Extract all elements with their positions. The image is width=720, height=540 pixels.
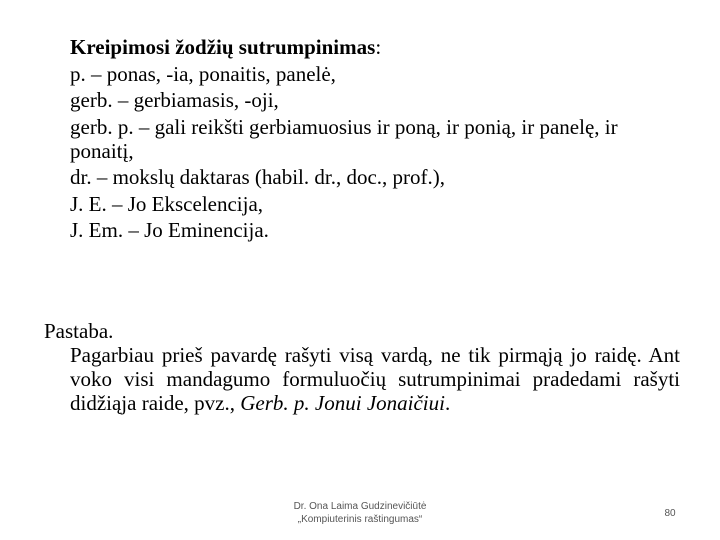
footer-author: Dr. Ona Laima Gudzinevičiūtė — [293, 501, 427, 512]
note-text: Pagarbiau prieš pavardę rašyti visą vardą, ne tik pirmąją jo raidę. Ant voko visi mandagumo formuluočių sutrumpinimai pradedami rašyti didžiąja raide, pvz., — [70, 343, 680, 415]
abbreviation-list — [70, 35, 690, 245]
note-example: Gerb. p. Jonui Jonaičiui — [240, 391, 445, 415]
list-heading — [70, 35, 690, 59]
list-item: J. Em. – Jo Eminencija. — [70, 218, 269, 242]
list-item: dr. – mokslų daktaras (habil. dr., doc., prof.), — [70, 165, 446, 189]
note-end: . — [444, 391, 451, 415]
list-item: J. E. – Jo Ekscelencija, — [70, 191, 264, 216]
heading-colon: : — [375, 35, 382, 59]
list-item: p. – ponas, -ia, ponaitis, panelė, — [70, 61, 336, 86]
list-item: gerb. – gerbiamasis, -oji, — [70, 88, 279, 112]
footer-course: „Kompiuterinis raštingumas“ — [297, 514, 423, 525]
list-item: gerb. p. – gali reikšti gerbiamuosius ir poną, ir ponią, ir panelę, ir ponaitį, — [70, 114, 618, 163]
heading-text: Kreipimosi žodžių sutrumpinimas — [70, 35, 376, 59]
page-number: 80 — [664, 508, 676, 519]
note-body — [70, 343, 680, 415]
footer-credits — [250, 500, 470, 526]
note-label: Pastaba. — [44, 319, 114, 343]
